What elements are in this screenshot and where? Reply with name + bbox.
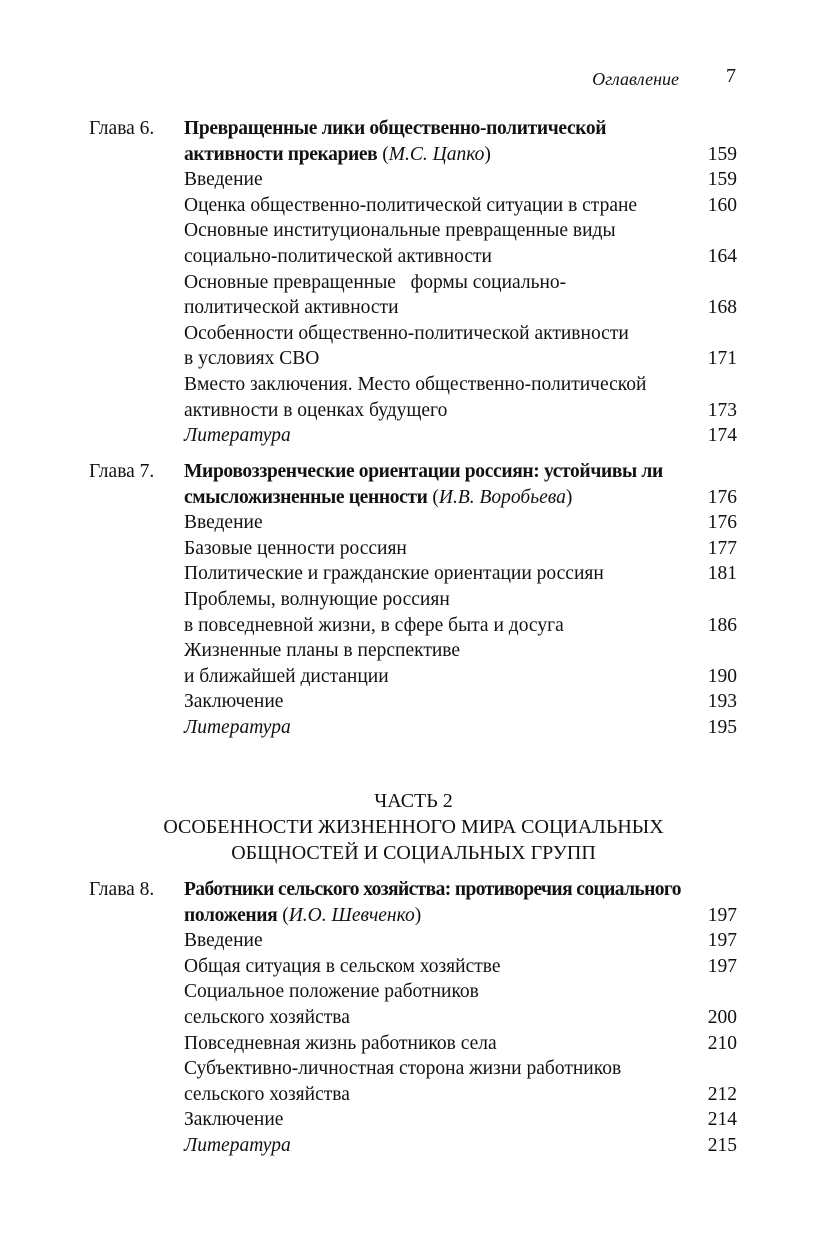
chapter-title-line2: смысложизненные ценности (И.В. Воробьева): [184, 486, 573, 508]
running-header: [0, 64, 827, 92]
toc-entry: Основные институциональные превращенные виды: [184, 220, 616, 242]
toc-entry: Социальное положение работников: [184, 981, 479, 1003]
toc-entry: Заключение: [184, 691, 284, 713]
part-title-line2: ОБЩНОСТЕЙ И СОЦИАЛЬНЫХ ГРУПП: [231, 842, 596, 864]
toc-entry: Проблемы, волнующие россиян: [184, 589, 450, 610]
toc-entry-continued: активности в оценках будущего: [184, 399, 448, 421]
chapter-title-line1: Превращенные лики общественно-политической: [184, 118, 607, 139]
chapter-title-line1: Мировоззренческие ориентации россиян: устойчивы ли: [184, 461, 663, 482]
toc-entry-continued: в повседневной жизни, в сфере быта и досуга: [184, 614, 564, 636]
toc-entry-continued: социально-политической активности: [184, 246, 492, 267]
toc-entry-literature: Литература: [184, 717, 291, 738]
toc-entry-page: 195: [707, 717, 737, 738]
toc-entry-page: 212: [707, 1083, 737, 1105]
chapter-label: Глава 8.: [89, 879, 155, 900]
toc-entry-continued: политической активности: [184, 297, 399, 319]
toc-entry: Повседневная жизнь работников села: [184, 1032, 497, 1054]
toc-entry-literature: Литература: [184, 425, 291, 447]
toc-entry: Введение: [184, 930, 263, 952]
toc-entry: Основные превращенные формы социально-: [184, 271, 567, 293]
toc-entry-page: 181: [707, 563, 737, 585]
toc-entry: Базовые ценности россиян: [184, 537, 407, 559]
toc-entry-page: 210: [707, 1032, 737, 1054]
toc-entry-page: 177: [707, 537, 737, 559]
toc-entry-page: 215: [707, 1135, 737, 1156]
toc-entry-continued: сельского хозяйства: [184, 1007, 350, 1028]
toc-entry-page: 168: [707, 297, 737, 319]
toc-entry-page: 160: [707, 194, 737, 216]
toc-entry: Оценка общественно-политической ситуации в стране: [184, 194, 638, 216]
toc-entry-page: 214: [707, 1109, 737, 1131]
chapter-author: И.О. Шевченко: [288, 904, 415, 926]
toc-entry-page: 173: [707, 399, 737, 421]
toc-entry: Жизненные планы в перспективе: [184, 640, 461, 662]
chapter-author: М.С. Цапко: [388, 143, 485, 165]
running-header-title: Оглавление: [592, 69, 679, 89]
toc-entry-page: 200: [707, 1007, 737, 1028]
page-number: 7: [726, 65, 736, 87]
toc-entry: Заключение: [184, 1109, 284, 1131]
chapter-title-text: положения: [184, 904, 278, 926]
toc-entry-continued: в условиях СВО: [184, 348, 320, 370]
toc-entry: Вместо заключения. Место общественно-политической: [184, 374, 647, 395]
part-heading: [0, 788, 827, 866]
part-label: ЧАСТЬ 2: [374, 790, 453, 812]
toc-entry: Субъективно-личностная сторона жизни работников: [184, 1058, 622, 1080]
chapter-label: Глава 6.: [89, 118, 155, 139]
toc-entry: Введение: [184, 512, 263, 534]
toc-entry-literature: Литература: [184, 1135, 291, 1156]
chapter-title-line2: активности прекариев (М.С. Цапко): [184, 143, 491, 165]
chapter-page: 197: [707, 904, 737, 926]
chapter-title-text: смысложизненные ценности: [184, 486, 428, 508]
toc-entry-page: 197: [707, 955, 737, 977]
chapter-page: 159: [707, 143, 737, 165]
chapter-page: 176: [707, 486, 737, 508]
chapter-author: И.В. Воробьева: [438, 486, 566, 508]
chapter-title-line2: положения (И.О. Шевченко): [184, 904, 422, 926]
chapter-title-text: активности прекариев: [184, 143, 378, 165]
toc-entry: Особенности общественно-политической активности: [184, 322, 629, 344]
chapter-label: Глава 7.: [89, 461, 155, 482]
toc-entry-page: 171: [707, 348, 737, 370]
toc-entry-page: 164: [707, 246, 737, 267]
toc-entry-page: 174: [707, 425, 737, 447]
toc-entry-page: 190: [707, 665, 737, 687]
toc-entry-page: 197: [707, 930, 737, 952]
chapter-title-line1: Работники сельского хозяйства: противоречия социального: [184, 879, 681, 900]
toc-entry-page: 193: [707, 691, 737, 713]
toc-entry: Общая ситуация в сельском хозяйстве: [184, 955, 501, 977]
toc-entry: Введение: [184, 169, 263, 191]
toc-entry-continued: и ближайшей дистанции: [184, 665, 389, 687]
toc-entry-page: 186: [707, 614, 737, 636]
toc-entry-page: 176: [707, 512, 737, 534]
part-title-line1: ОСОБЕННОСТИ ЖИЗНЕННОГО МИРА СОЦИАЛЬНЫХ: [163, 816, 664, 838]
toc-entry: Политические и гражданские ориентации россиян: [184, 563, 604, 585]
toc-entry-page: 159: [707, 169, 737, 191]
toc-entry-continued: сельского хозяйства: [184, 1083, 350, 1105]
